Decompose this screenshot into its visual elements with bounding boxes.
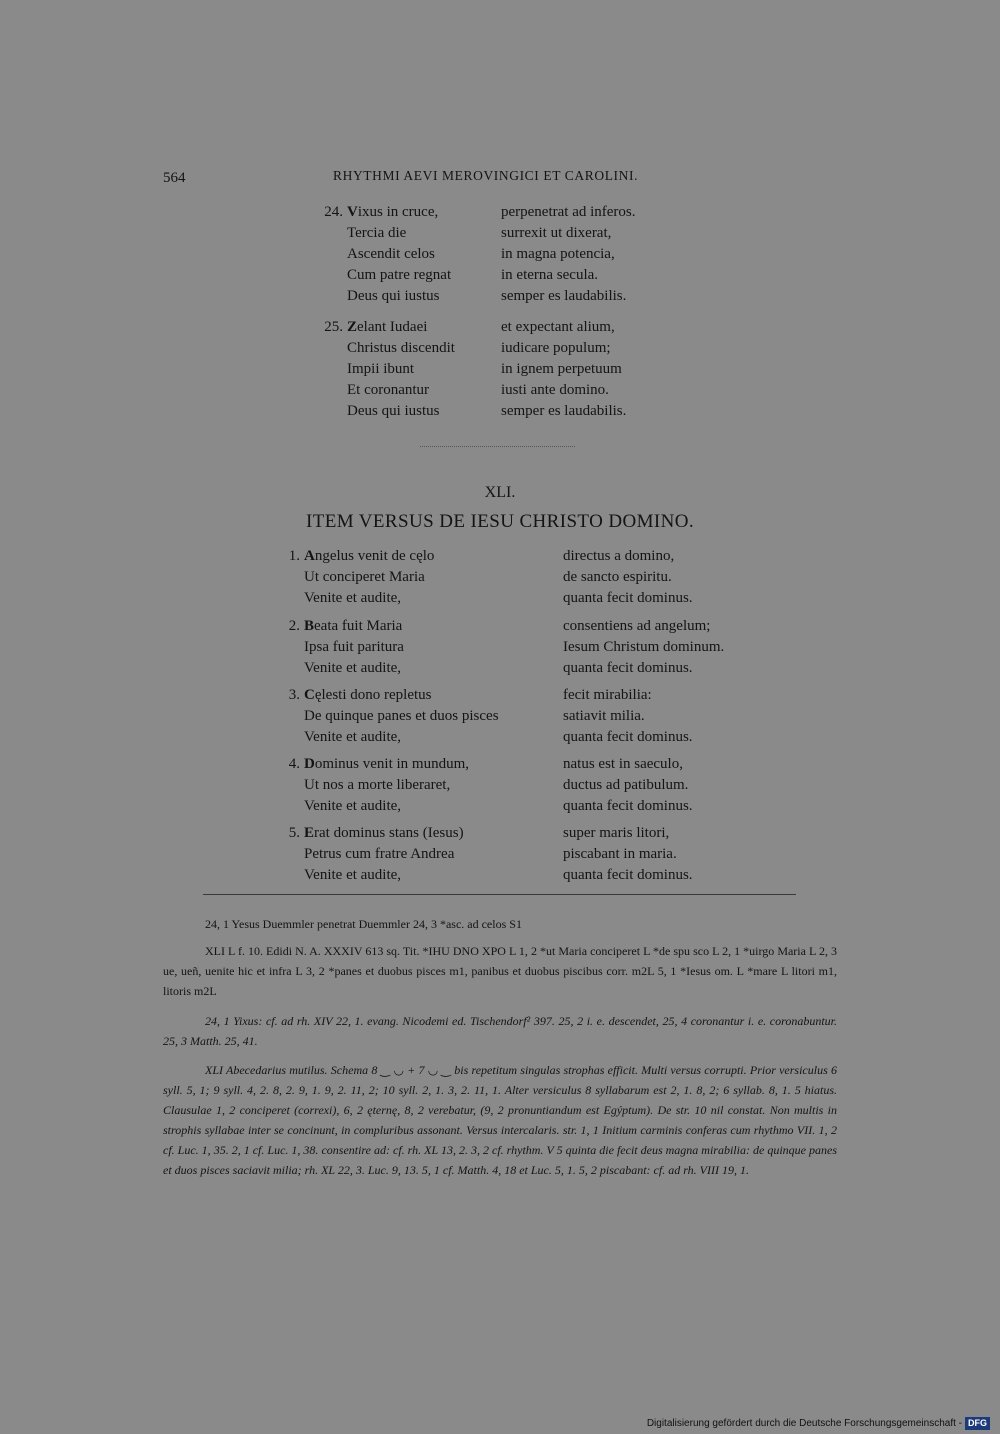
verse-b: et expectant alium, — [501, 319, 615, 335]
stanza-3 — [288, 685, 693, 748]
verse-line — [324, 202, 636, 223]
verse-b: iusti ante domino. — [501, 382, 609, 398]
page-number: 564 — [163, 170, 186, 186]
verse-a: rat dominus stans (Iesus) — [314, 825, 464, 841]
verse-b: in eterna secula. — [501, 267, 599, 283]
footer-text: Digitalisierung gefördert durch die Deutsche Forschungsgemeinschaft - — [646, 1417, 962, 1429]
verse-b: quanta fecit dominus. — [563, 798, 693, 814]
verse-line — [304, 727, 693, 748]
verse-line — [347, 223, 612, 244]
verse-b: ductus ad patibulum. — [563, 777, 689, 793]
verse-a: ęlesti dono repletus — [314, 687, 432, 703]
verse-b: de sancto espiritu. — [563, 569, 672, 585]
initial-letter: Z — [347, 319, 358, 335]
verse-a: Deus qui iustus — [347, 403, 440, 419]
verse-a: Ascendit celos — [347, 246, 435, 262]
separator-dots — [420, 446, 575, 447]
verse-a: elant Iudaei — [357, 319, 428, 335]
critical-note-2 — [163, 941, 837, 1001]
verse-line — [347, 244, 615, 265]
verse-line — [304, 796, 693, 817]
footer — [647, 1416, 990, 1430]
verse-line — [324, 317, 615, 338]
verse-line — [347, 359, 622, 380]
initial-letter: D — [304, 756, 315, 772]
verse-a: Ut conciperet Maria — [304, 569, 425, 585]
initial-letter: V — [347, 204, 358, 220]
verse-a: Ipsa fuit paritura — [304, 639, 404, 655]
verse-a: Venite et audite, — [304, 798, 402, 814]
initial-letter: E — [304, 825, 315, 841]
verse-line — [304, 637, 725, 658]
verse-b: quanta fecit dominus. — [563, 660, 693, 676]
verse-b: quanta fecit dominus. — [563, 867, 693, 883]
commentary-1 — [163, 1011, 837, 1051]
stanza-25 — [324, 317, 627, 422]
stanza-number: 24. — [324, 204, 343, 220]
stanza-number: 25. — [324, 319, 343, 335]
note-text: XLI L f. 10. Edidi N. A. XXXIV 613 sq. Tit. *IHU DNO XPO L 1, 2 *ut Maria conciperet L *de spu sco L 2, 1 *uirgo Maria L 2, 3 ue, ueñ, uenite hic et infra L 3, 2 *panes et duobus pisces m1, panibus et duobus piscibus corr. m2L 5, 1 *Iesus om. L *mare L litori m1, litoris m2L — [163, 944, 837, 998]
verse-b: in ignem perpetuum — [501, 361, 622, 377]
stanza-2 — [288, 616, 725, 679]
verse-b: consentiens ad angelum; — [563, 618, 711, 634]
verse-line — [288, 685, 652, 706]
verse-b: piscabant in maria. — [563, 846, 677, 862]
verse-line — [304, 588, 693, 609]
verse-b: Iesum Christum dominum. — [563, 639, 725, 655]
verse-b: quanta fecit dominus. — [563, 590, 693, 606]
verse-line — [304, 658, 693, 679]
verse-b: fecit mirabilia: — [563, 687, 652, 703]
verse-b: natus est in saeculo, — [563, 756, 683, 772]
verse-line — [347, 286, 627, 307]
section-title: ITEM VERSUS DE IESU CHRISTO DOMINO. — [305, 511, 695, 532]
verse-b: semper es laudabilis. — [501, 403, 627, 419]
verse-a: Venite et audite, — [304, 729, 402, 745]
verse-line — [347, 380, 609, 401]
verse-a: ngelus venit de cęlo — [314, 548, 435, 564]
running-title: RHYTHMI AEVI MEROVINGICI ET CAROLINI. — [333, 168, 639, 183]
verse-line — [304, 706, 645, 727]
verse-a: Impii ibunt — [347, 361, 415, 377]
note-text: 24, 1 Yixus: cf. ad rh. XIV 22, 1. evang. Nicodemi ed. Tischendorf² 397. 25, 2 i. e. descendet, 25, 4 coronantur i. e. coronabuntur. 25, 3 Matth. 25, 41. — [163, 1014, 837, 1048]
note-text: 24, 1 Yesus Duemmler penetrat Duemmler 24, 3 *asc. ad celos S1 — [205, 917, 522, 931]
verse-a: Ut nos a morte liberaret, — [304, 777, 451, 793]
verse-b: in magna potencia, — [501, 246, 615, 262]
verse-a: De quinque panes et duos pisces — [304, 708, 499, 724]
dfg-logo: DFG — [965, 1417, 990, 1430]
verse-line — [288, 823, 670, 844]
verse-b: perpenetrat ad inferos. — [501, 204, 636, 220]
verse-line — [304, 844, 677, 865]
verse-line — [288, 754, 683, 775]
verse-a: ominus venit in mundum, — [314, 756, 470, 772]
verse-line — [288, 616, 711, 637]
stanza-number: 5. — [288, 825, 300, 841]
verse-a: Venite et audite, — [304, 867, 402, 883]
section-number: XLI. — [484, 484, 516, 501]
initial-letter: A — [304, 548, 315, 564]
stanza-number: 3. — [288, 687, 300, 703]
verse-b: satiavit milia. — [563, 708, 645, 724]
verse-b: iudicare populum; — [501, 340, 611, 356]
verse-a: Petrus cum fratre Andrea — [304, 846, 455, 862]
stanza-number: 2. — [288, 618, 300, 634]
critical-note-1 — [163, 914, 837, 934]
stanza-1 — [288, 546, 693, 609]
stanza-4 — [288, 754, 693, 817]
stanza-24 — [324, 202, 636, 307]
footnote-rule — [203, 894, 796, 895]
stanza-5 — [288, 823, 693, 886]
verse-line — [304, 865, 693, 886]
verse-a: Venite et audite, — [304, 660, 402, 676]
verse-line — [304, 775, 689, 796]
initial-letter: C — [304, 687, 315, 703]
stanza-number: 1. — [288, 548, 300, 564]
verse-line — [347, 338, 611, 359]
verse-a: eata fuit Maria — [314, 618, 403, 634]
verse-a: Venite et audite, — [304, 590, 402, 606]
verse-line — [288, 546, 675, 567]
verse-b: surrexit ut dixerat, — [501, 225, 612, 241]
verse-b: semper es laudabilis. — [501, 288, 627, 304]
verse-b: quanta fecit dominus. — [563, 729, 693, 745]
verse-a: Christus discendit — [347, 340, 455, 356]
verse-a: Et coronantur — [347, 382, 430, 398]
initial-letter: B — [304, 618, 315, 634]
verse-a: Tercia die — [347, 225, 407, 241]
verse-a: Cum patre regnat — [347, 267, 452, 283]
verse-b: directus a domino, — [563, 548, 675, 564]
verse-a: ixus in cruce, — [357, 204, 439, 220]
note-text: XLI Abecedarius mutilus. Schema 8 ‿ ◡ + 7 ◡ ‿ bis repetitum singulas strophas efficit. Multi versus corrupti. Prior versiculus 6 syll. 5, 1; 9 syll. 4, 2. 8, 2. 9, 1. 9, 2. 11, 2; 10 syll. 2, 1. 3, 2. 11, 1. Alter versiculus 8 syllabarum est 2, 1. 8, 2; 6 syllab. 8, 1. 5 hiatus. Clausulae 1, 2 conciperet (correxi), 6, 2 ęternę, 8, 2 verebatur, (9, 2 pronuntiandum est Egýptum). De str. 10 nil constat. Non multis in strophis syllabae inter se concinunt, in compluribus assonant. Versus intercalaris. str. 1, 1 Initium carminis conferas cum rhythmo VII. 1, 2 cf. Luc. 1, 35. 2, 1 cf. Luc. 1, 38. consentire ad: cf. rh. XL 13, 2. 3, 2 cf. rhythm. V 5 quinta die fecit deus magna mirabilia: de quinque panes et duos pisces saciavit milia; rh. XL 22, 3. Luc. 9, 13. 5, 1 cf. Matth. 4, 18 et Luc. 5, 1. 5, 2 piscabant: cf. ad rh. VIII 19, 1. — [163, 1063, 837, 1177]
verse-line — [304, 567, 672, 588]
stanza-number: 4. — [288, 756, 300, 772]
verse-line — [347, 265, 599, 286]
commentary-2 — [163, 1060, 837, 1180]
verse-a: Deus qui iustus — [347, 288, 440, 304]
verse-b: super maris litori, — [563, 825, 670, 841]
verse-line — [347, 401, 627, 422]
